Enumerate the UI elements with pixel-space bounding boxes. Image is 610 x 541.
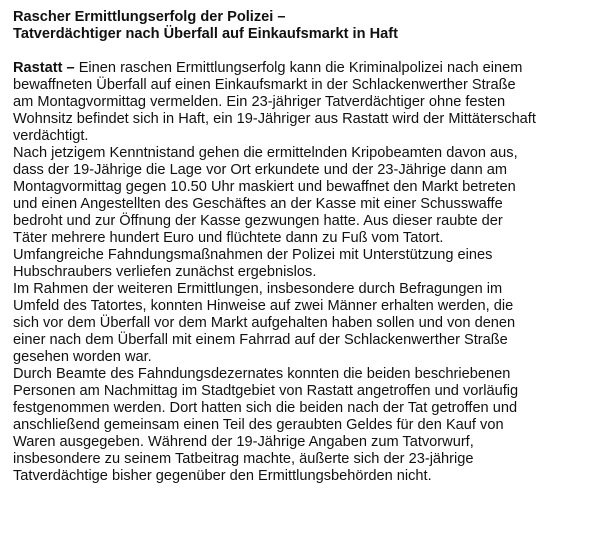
article-line: verdächtigt. xyxy=(13,128,89,144)
article-line: bewaffneten Überfall auf einen Einkaufsmarkt in der Schlackenwerther Straße xyxy=(13,77,516,93)
article-line: Tatverdächtige bisher gegenüber den Ermittlungsbehörden nicht. xyxy=(13,468,432,484)
article-line: am Montagvormittag vermelden. Ein 23-jähriger Tatverdächtiger ohne festen xyxy=(13,94,506,110)
article-line: gesehen worden war. xyxy=(13,349,152,365)
press-release xyxy=(13,9,603,485)
article-line: sich vor dem Überfall vor dem Markt aufgehalten haben sollen und von denen xyxy=(13,315,516,331)
article-line: Umfangreiche Fahndungsmaßnahmen der Polizei mit Unterstützung eines xyxy=(13,247,493,263)
article-line: Umfeld des Tatortes, konnten Hinweise auf zwei Männer erhalten werden, die xyxy=(13,298,514,314)
article-line: insbesondere zu seinem Tatbeitrag machte, äußerte sich der 23-jährige xyxy=(13,451,474,467)
article-line: Wohnsitz befindet sich in Haft, ein 19-Jähriger aus Rastatt wird der Mittäterschaft xyxy=(13,111,536,127)
dateline: Rastatt – xyxy=(13,60,75,76)
article-line: Montagvormittag gegen 10.50 Uhr maskiert und bewaffnet den Markt betreten xyxy=(13,179,516,195)
article-line-text: Einen raschen Ermittlungserfolg kann die Kriminalpolizei nach einem xyxy=(74,60,523,76)
article-line: Waren ausgegeben. Während der 19-Jährige Angaben zum Tatvorwurf, xyxy=(13,434,474,450)
headline-line-1: Rascher Ermittlungserfolg der Polizei – xyxy=(13,9,286,25)
article-line: Durch Beamte des Fahndungsdezernates konnten die beiden beschriebenen xyxy=(13,366,511,382)
article-line: bedroht und zur Öffnung der Kasse gezwungen hatte. Aus dieser raubte der xyxy=(13,213,503,229)
headline-line-2: Tatverdächtiger nach Überfall auf Einkaufsmarkt in Haft xyxy=(13,26,398,42)
article-line: Personen am Nachmittag im Stadtgebiet von Rastatt angetroffen und vorläufig xyxy=(13,383,519,399)
article-body xyxy=(13,60,603,485)
article-line: anschließend gemeinsam einen Teil des geraubten Geldes für den Kauf von xyxy=(13,417,504,433)
article-line: Nach jetzigem Kenntnistand gehen die ermittelnden Kripobeamten davon aus, xyxy=(13,145,518,161)
article-line: Im Rahmen der weiteren Ermittlungen, insbesondere durch Befragungen im xyxy=(13,281,503,297)
article-line: einer nach dem Überfall mit einem Fahrrad auf der Schlackenwerther Straße xyxy=(13,332,508,348)
article-line xyxy=(13,60,603,77)
article-line: dass der 19-Jährige die Lage vor Ort erkundete und der 23-Jährige dann am xyxy=(13,162,508,178)
article-line: Täter mehrere hundert Euro und flüchtete dann zu Fuß vom Tatort. xyxy=(13,230,444,246)
article-line: und einen Angestellten des Geschäftes an der Kasse mit einer Schusswaffe xyxy=(13,196,503,212)
headline xyxy=(13,9,603,43)
article-line: Hubschraubers verliefen zunächst ergebnislos. xyxy=(13,264,317,280)
article-line: festgenommen werden. Dort hatten sich die beiden nach der Tat getroffen und xyxy=(13,400,518,416)
